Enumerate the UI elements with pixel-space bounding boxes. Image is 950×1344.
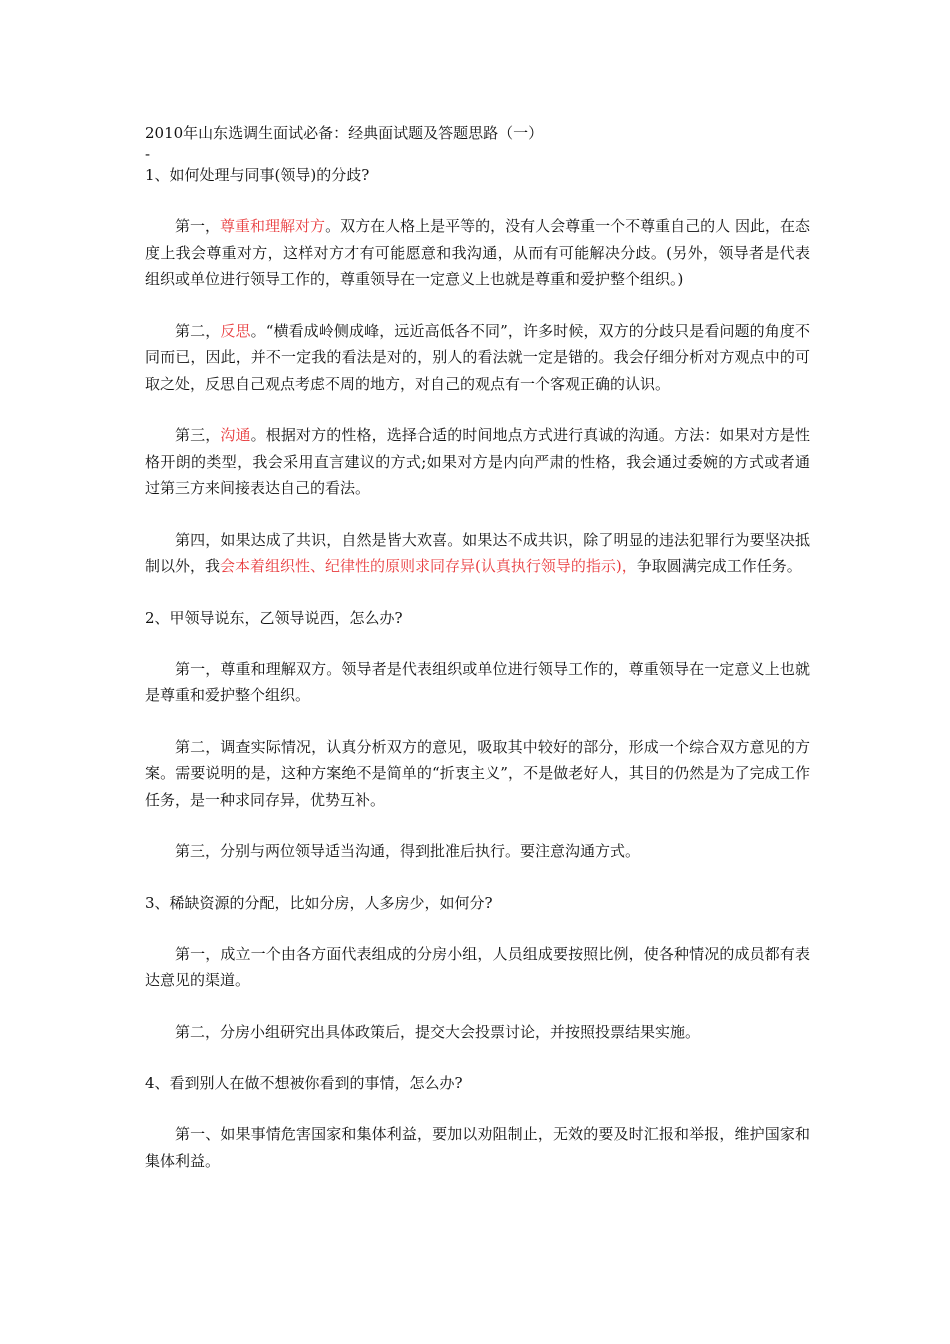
question-2: 2、甲领导说东，乙领导说西，怎么办? bbox=[145, 608, 403, 627]
highlight-text: 沟通 bbox=[220, 426, 251, 444]
separator: - bbox=[145, 145, 151, 163]
answer-2-1: 第一，尊重和理解双方。领导者是代表组织或单位进行领导工作的，尊重领导在一定意义上也就是尊重和爱护整个组织。 bbox=[145, 659, 810, 704]
document-page bbox=[145, 120, 810, 1174]
answer-1-3: 第三，沟通。根据对方的性格，选择合适的时间地点方式进行真诚的沟通。方法：如果对方是性格开朗的类型，我会采用直言建议的方式;如果对方是内向严肃的性格，我会通过委婉的方式或者通过第三方来间接表达自己的看法。 bbox=[145, 426, 810, 497]
question-4: 4、看到别人在做不想被你看到的事情，怎么办? bbox=[145, 1074, 463, 1092]
answer-2-2: 第二，调查实际情况，认真分析双方的意见，吸取其中较好的部分，形成一个综合双方意见的方案。需要说明的是，这种方案绝不是简单的“折衷主义”，不是做老好人，其目的仍然是为了完成工作任务，是一种求同存异，优势互补。 bbox=[145, 737, 810, 809]
answer-3-1: 第一，成立一个由各方面代表组成的分房小组，人员组成要按照比例，使各种情况的成员都有表达意见的渠道。 bbox=[145, 944, 810, 989]
answer-1-4: 第四，如果达成了共识，自然是皆大欢喜。如果达不成共识，除了明显的违法犯罪行为要坚决抵制以外，我会本着组织性、纪律性的原则求同存异(认真执行领导的指示)，争取圆满完成工作任务。 bbox=[145, 530, 810, 575]
question-3: 3、稀缺资源的分配，比如分房，人多房少，如何分? bbox=[145, 893, 493, 912]
answer-2-3: 第三，分别与两位领导适当沟通，得到批准后执行。要注意沟通方式。 bbox=[175, 842, 641, 860]
answer-1-1: 第一，尊重和理解对方。双方在人格上是平等的，没有人会尊重一个不尊重自己的人 因此，在态度上我会尊重对方，这样对方才有可能愿意和我沟通，从而有可能解决分歧。(另外，领导者是代表组织或单位进行领导工作的，尊重领导在一定意义上也就是尊重和爱护整个组织。) bbox=[145, 217, 810, 288]
highlight-text: 反思 bbox=[220, 321, 251, 340]
answer-1-2: 第二，反思。“横看成岭侧成峰，远近高低各不同”，许多时候，双方的分歧只是看问题的角度不同而已，因此，并不一定我的看法是对的，别人的看法就一定是错的。我会仔细分析对方观点中的可取之处，反思自己观点考虑不周的地方，对自己的观点有一个客观正确的认识。 bbox=[145, 321, 810, 393]
answer-3-2: 第二，分房小组研究出具体政策后，提交大会投票讨论，并按照投票结果实施。 bbox=[175, 1022, 701, 1041]
highlight-text: 会本着组织性、纪律性的原则求同存异(认真执行领导的指示)， bbox=[220, 557, 637, 575]
highlight-text: 尊重和理解对方 bbox=[220, 217, 326, 235]
document-title: 2010年山东选调生面试必备：经典面试题及答题思路（一） bbox=[145, 124, 544, 142]
question-1: 1、如何处理与同事(领导)的分歧? bbox=[145, 166, 370, 184]
answer-4-1: 第一、如果事情危害国家和集体利益，要加以劝阻制止，无效的要及时汇报和举报，维护国家和集体利益。 bbox=[145, 1125, 810, 1170]
